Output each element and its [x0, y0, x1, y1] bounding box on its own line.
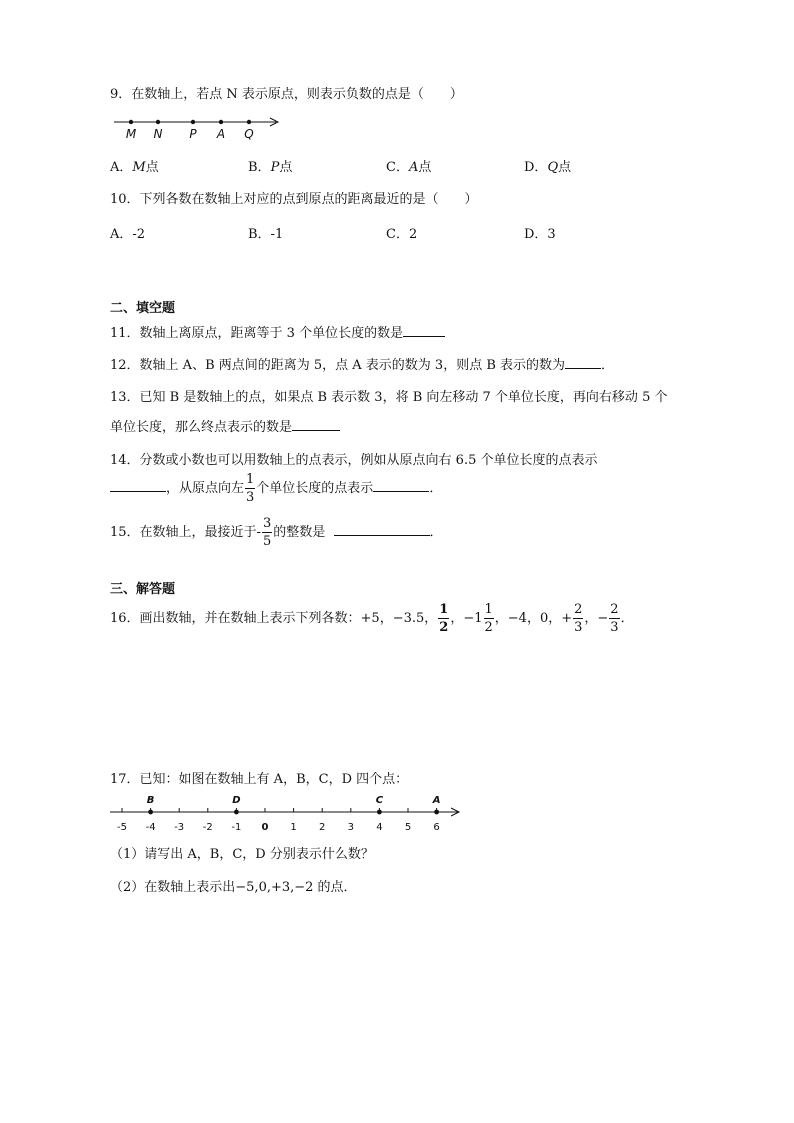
q12: 12．数轴上 A、B 两点间的距离为 5，点 A 表示的数为 3，则点 B 表示的数为 ．: [110, 358, 615, 373]
q9-point-q: [247, 120, 251, 124]
q17-tick-label: -3: [174, 822, 185, 833]
q17-sub1: （1）请写出 A，B，C，D 分别表示什么数？: [110, 847, 374, 862]
q17-sub2: （2）在数轴上表示出−5,0,+3,−2 的点．: [110, 880, 357, 895]
q17-tick-label: 4: [376, 822, 383, 833]
q9-label-a: A: [216, 127, 226, 141]
q14-answer-blank-2[interactable]: [373, 479, 429, 492]
q11-answer-blank[interactable]: [403, 324, 445, 337]
q17-number-line: [108, 792, 468, 836]
fraction-one-half: $\frac{1}{2}$: [439, 602, 449, 635]
q13-text: 单位长度，那么终点表示的数是: [110, 420, 293, 435]
q10-option-b[interactable]: B．-1: [248, 227, 284, 242]
q9-point-a: [219, 120, 223, 124]
q11-text: 11．数轴上离原点，距离等于 3 个单位长度的数是: [110, 326, 404, 341]
q12-text: 12．数轴上 A、B 两点间的距离为 5，点 A 表示的数为 3，则点 B 表示的数为: [110, 358, 566, 373]
q17-tick-label: -1: [231, 822, 242, 833]
q17-point-label-a: A: [432, 795, 441, 806]
q17-tick-label: 0: [261, 822, 269, 833]
section-fill-in-heading: 二、填空题: [110, 301, 176, 316]
q9-number-line: [110, 112, 290, 142]
q17-point-b: [148, 810, 153, 815]
q9-label-n: N: [153, 127, 163, 141]
q17-point-label-b: B: [146, 795, 155, 806]
q9-option-b[interactable]: B．P点: [248, 160, 293, 175]
q9-point-p: [191, 120, 195, 124]
q9-option-d[interactable]: D．Q点: [524, 160, 572, 175]
q9-option-a[interactable]: A．M点: [110, 160, 159, 175]
q17-point-c: [377, 810, 382, 815]
q17-tick-label: 3: [347, 822, 354, 833]
q16: 16．画出数轴，并在数轴上表示下列各数：+5，−3.5， $\frac{1}{2}$ ，−1 $\frac{1}{2}$ ，−4，0，+ $\frac{2}{3}$ ，− $\frac{2}{3}$ ．: [110, 602, 634, 635]
q10-option-a[interactable]: A．-2: [110, 227, 146, 242]
fraction-one-third: $\frac{1}{3}$: [246, 472, 255, 505]
q17-tick-label: 1: [290, 822, 297, 833]
q13-answer-blank[interactable]: [292, 418, 340, 431]
q11: [110, 322, 445, 341]
q14-answer-blank-1[interactable]: [110, 479, 166, 492]
q17-tick-label: -4: [145, 822, 156, 833]
q10-stem: 10．下列各数在数轴上对应的点到原点的距离最近的是（ ）: [110, 192, 478, 207]
q9-option-c[interactable]: C．A点: [386, 160, 432, 175]
q9-label-q: Q: [244, 127, 254, 141]
q13-line2: [110, 416, 340, 435]
fraction-one-half-mixed: $\frac{1}{2}$: [484, 602, 493, 635]
q17-point-label-d: D: [232, 795, 241, 806]
q14-line2: ，从原点向左 $\frac{1}{3}$ 个单位长度的点表示 ．: [110, 473, 442, 504]
fraction-two-thirds-positive: $\frac{2}{3}$: [574, 602, 583, 635]
q17-tick-label: 6: [433, 822, 440, 833]
q9-label-p: P: [189, 127, 197, 141]
q10-option-d[interactable]: D．3: [524, 227, 556, 242]
q15-answer-blank[interactable]: [334, 523, 430, 536]
q14-line1: 14．分数或小数也可以用数轴上的点表示，例如从原点向右 6.5 个单位长度的点表示: [110, 453, 598, 468]
section-solution-heading: 三、解答题: [110, 582, 176, 597]
q12-answer-blank[interactable]: [565, 356, 601, 369]
fraction-three-fifths: $\frac{3}{5}$: [262, 516, 272, 549]
q9-point-m: [129, 120, 133, 124]
q17-point-a: [434, 810, 439, 815]
q17-stem: 17．已知：如图在数轴上有 A，B，C，D 四个点：: [110, 772, 409, 787]
q17-tick-label: -5: [117, 822, 127, 833]
q15: 15．在数轴上，最接近于- $\frac{3}{5}$ 的整数是 ．: [110, 516, 443, 549]
q17-tick-label: 5: [404, 822, 412, 833]
fraction-two-thirds-negative: $\frac{2}{3}$: [610, 602, 619, 635]
q17-point-label-c: C: [375, 795, 384, 806]
q9-point-n: [156, 120, 160, 124]
q10-option-c[interactable]: C．2: [386, 227, 418, 242]
q13-line1: 13．已知 B 是数轴上的点，如果点 B 表示数 3，将 B 向左移动 7 个单位长度，再向右移动 5 个: [110, 390, 668, 405]
q17-tick-label: -2: [202, 822, 213, 833]
q17-point-d: [234, 810, 239, 815]
q9-stem: 9．在数轴上，若点 N 表示原点，则表示负数的点是（ ）: [110, 87, 463, 102]
q9-label-m: M: [125, 127, 137, 141]
q17-tick-label: 2: [319, 822, 326, 833]
